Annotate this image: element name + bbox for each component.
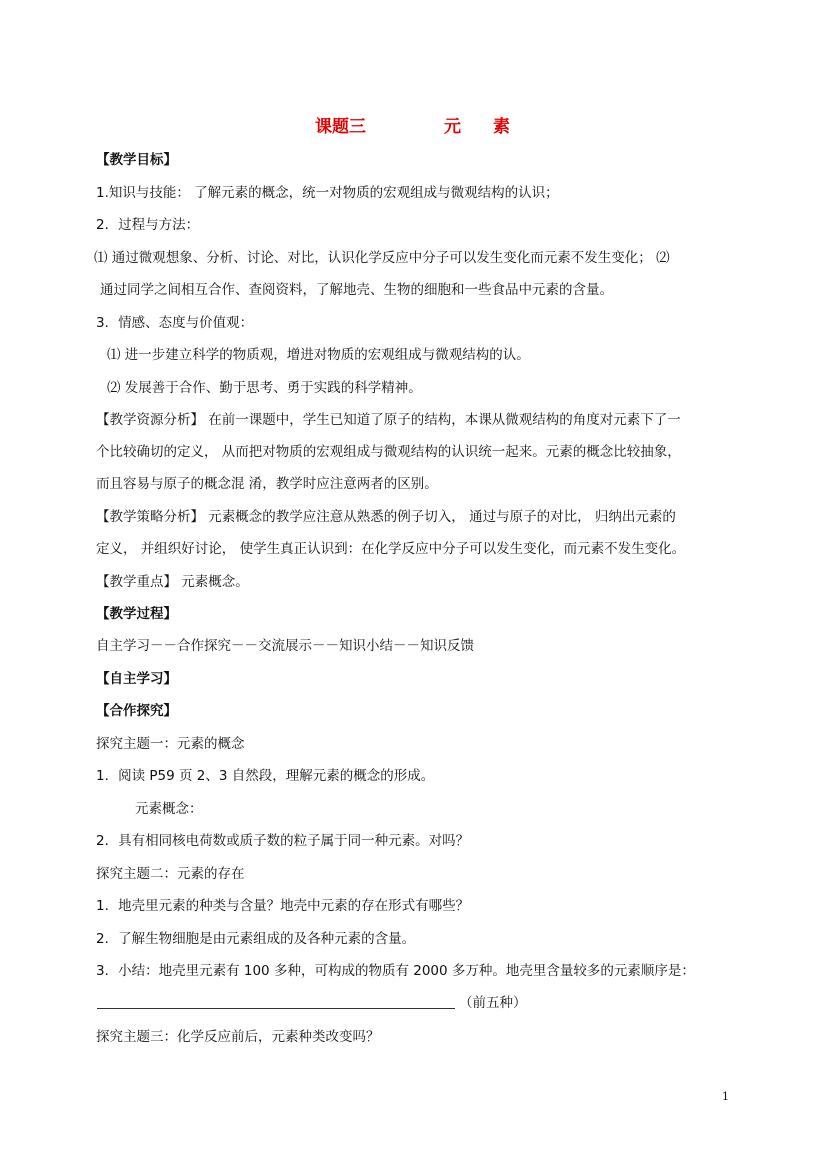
strategy-analysis-line2: 定义， 并组织好讨论， 使学生真正认识到：在化学反应中分子可以发生变化，而元素不发生变化。 <box>96 541 686 557</box>
topic-one-title: 探究主题一：元素的概念 <box>96 736 245 752</box>
title-part3: 素 <box>493 117 510 137</box>
title-part1: 课题三 <box>315 117 366 137</box>
topic-two-title: 探究主题二：元素的存在 <box>96 866 245 882</box>
objective-emotion-item2: ⑵ 发展善于合作、勤于思考、勇于实践的科学精神。 <box>107 380 422 396</box>
page-title <box>0 108 827 136</box>
heading-objectives: 【教学目标】 <box>96 152 177 168</box>
objective-emotion-heading: 3．情感、态度与价值观： <box>96 315 254 331</box>
resource-analysis-line2: 个比较确切的定义， 从而把对物质的宏观组成与微观结构的认识统一起来。元素的概念比较抽象， <box>96 444 681 460</box>
page-number: 1 <box>722 1090 729 1103</box>
answer-blank-line <box>97 1008 455 1009</box>
topic-one-item1: 1．阅读 P59 页 2、3 自然段，理解元素的概念的形成。 <box>96 768 435 784</box>
objective-process-line2: 通过同学之间相互合作、查阅资料，了解地壳、生物的细胞和一些食品中元素的含量。 <box>100 282 613 298</box>
strategy-analysis-line1: 【教学策略分析】 元素概念的教学应注意从熟悉的例子切入， 通过与原子的对比， 归纳出元素的 <box>96 509 676 525</box>
heading-cooperative: 【合作探究】 <box>96 703 177 719</box>
process-flow: 自主学习－－合作探究－－交流展示－－知识小结－－知识反馈 <box>96 638 474 654</box>
key-point: 【教学重点】 元素概念。 <box>96 574 249 590</box>
topic-two-item3: 3．小结：地壳里元素有 100 多种，可构成的物质有 2000 多万种。地壳里含量较多的元素顺序是： <box>96 963 695 979</box>
resource-analysis-line1: 【教学资源分析】 在前一课题中，学生已知道了原子的结构，本课从微观结构的角度对元素下了一 <box>96 412 681 428</box>
topic-three-title: 探究主题三：化学反应前后，元素种类改变吗？ <box>96 1029 380 1045</box>
topic-one-item2: 2．具有相同核电荷数或质子数的粒子属于同一种元素。对吗？ <box>96 833 470 849</box>
topic-two-item2: 2．了解生物细胞是由元素组成的及各种元素的含量。 <box>96 931 416 947</box>
title-part2: 元 <box>444 117 461 137</box>
objective-process-line1: ⑴ 通过微观想象、分析、讨论、对比，认识化学反应中分子可以发生变化而元素不发生变化； ⑵ <box>94 250 670 266</box>
heading-process: 【教学过程】 <box>96 606 177 622</box>
element-concept-label: 元素概念： <box>135 801 203 817</box>
objective-knowledge: 1.知识与技能： 了解元素的概念，统一对物质的宏观组成与微观结构的认识； <box>96 185 559 201</box>
topic-two-item1: 1．地壳里元素的种类与含量？地壳中元素的存在形式有哪些？ <box>96 898 470 914</box>
top-five-label: （前五种） <box>459 995 527 1011</box>
objective-emotion-item1: ⑴ 进一步建立科学的物质观，增进对物质的宏观组成与微观结构的认。 <box>107 347 530 363</box>
objective-process-heading: 2．过程与方法： <box>96 217 200 233</box>
heading-self-study: 【自主学习】 <box>96 671 177 687</box>
resource-analysis-line3: 而且容易与原子的概念混 淆，教学时应注意两者的区别。 <box>96 476 438 492</box>
